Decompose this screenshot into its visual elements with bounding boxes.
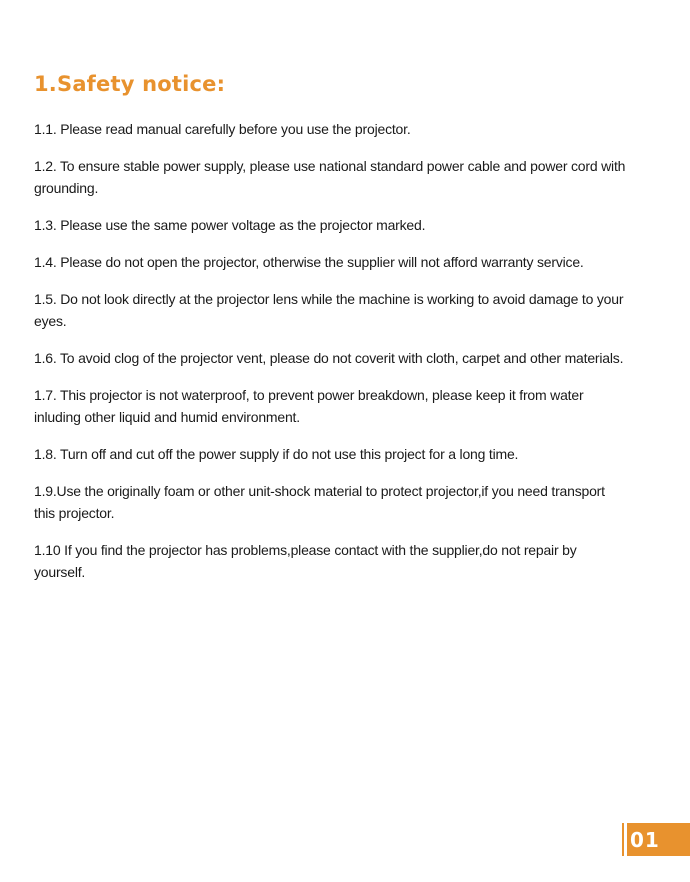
page-number: 01	[630, 827, 660, 852]
notice-item: 1.5. Do not look directly at the projector lens while the machine is working to avoid damage to your eyes.	[34, 291, 624, 329]
notice-item: 1.2. To ensure stable power supply, please use national standard power cable and power cord with grounding.	[34, 158, 626, 196]
notice-item: 1.7. This projector is not waterproof, to prevent power breakdown, please keep it from water inluding other liquid and humid environment.	[34, 387, 584, 425]
page-number-badge	[622, 823, 690, 856]
notice-item: 1.8. Turn off and cut off the power supply if do not use this project for a long time.	[34, 446, 519, 462]
page-title: 1.Safety notice:	[34, 72, 226, 96]
notice-item: 1.3. Please use the same power voltage as the projector marked.	[34, 217, 426, 233]
notice-item: 1.1. Please read manual carefully before you use the projector.	[34, 121, 411, 137]
notice-item: 1.10 If you find the projector has problems,please contact with the supplier,do not repair by yourself.	[34, 542, 577, 580]
notice-item: 1.6. To avoid clog of the projector vent, please do not coverit with cloth, carpet and other materials.	[34, 350, 624, 366]
notice-item: 1.4. Please do not open the projector, otherwise the supplier will not afford warranty service.	[34, 254, 584, 270]
notice-item: 1.9.Use the originally foam or other unit-shock material to protect projector,if you need transport this projector.	[34, 483, 605, 521]
page-number-divider	[624, 823, 627, 856]
safety-notice-list	[34, 118, 626, 598]
